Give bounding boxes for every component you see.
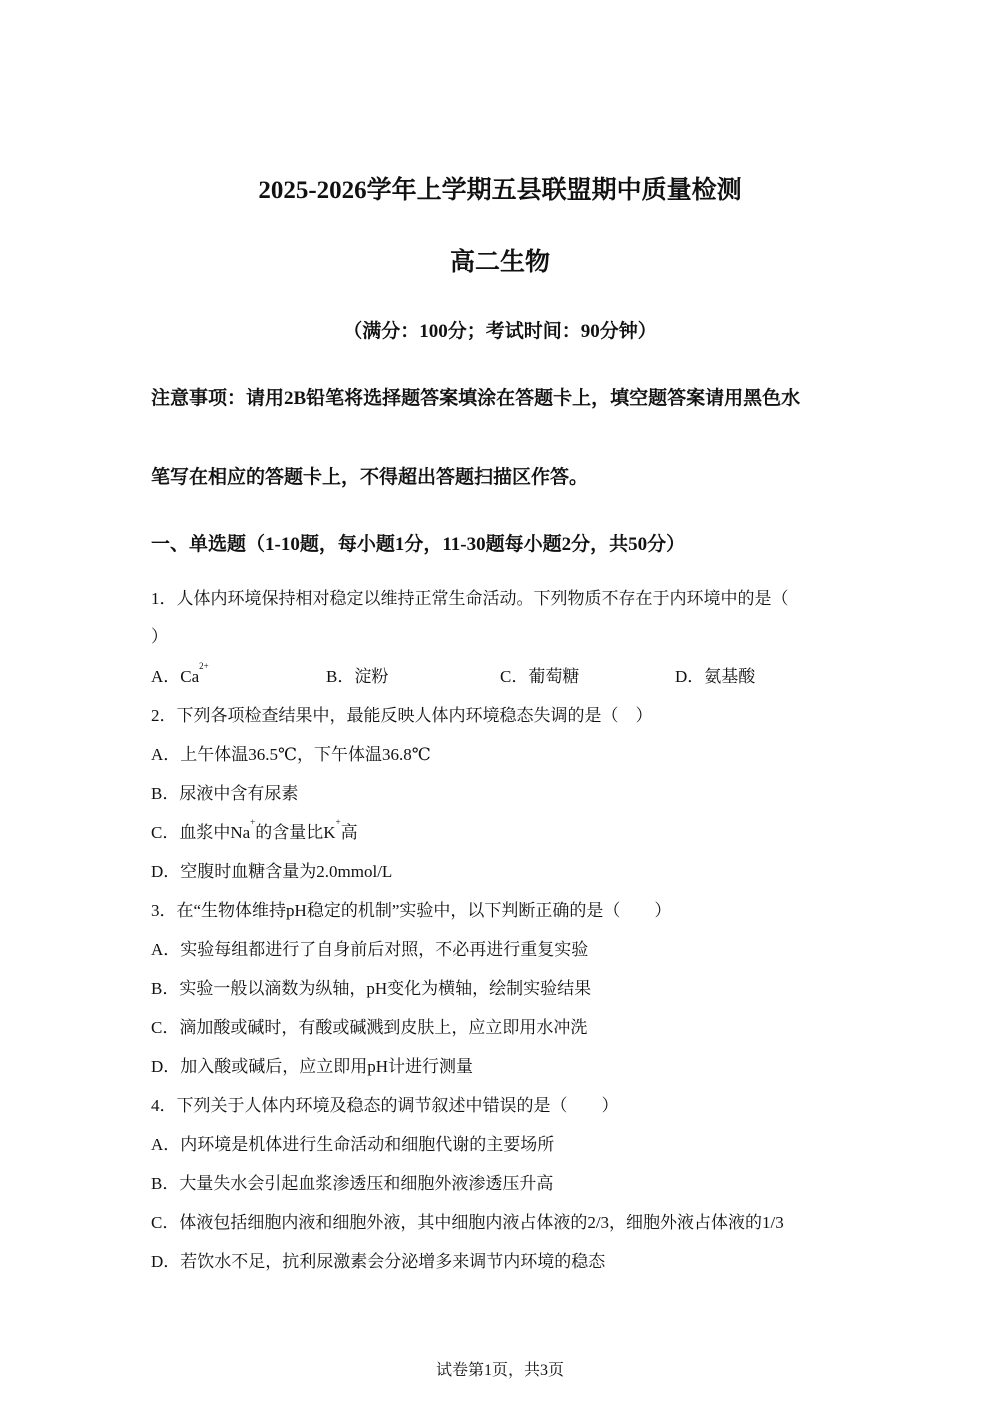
question-2-option-c (151, 818, 358, 843)
superscript: 2+ (199, 661, 209, 671)
superscript: + (250, 817, 256, 827)
question-2-stem: 2．下列各项检查结果中，最能反映人体内环境稳态失调的是（ ） (151, 706, 653, 725)
page-footer: 试卷第1页，共3页 (435, 1362, 564, 1379)
section-heading: 一、单选题（1-10题，每小题1分，11-30题每小题2分，共50分） (151, 534, 686, 555)
question-3-option-a: A．实验每组都进行了自身前后对照，不必再进行重复实验 (151, 940, 589, 959)
notice-line-1: 注意事项：请用2B铅笔将选择题答案填涂在答题卡上，填空题答案请用黑色水 (151, 388, 801, 409)
superscript: + (335, 817, 341, 827)
notice-line-2: 笔写在相应的答题卡上，不得超出答题扫描区作答。 (151, 467, 589, 488)
question-1-option-c: C．葡萄糖 (500, 667, 580, 686)
question-1-option-d: D．氨基酸 (675, 667, 756, 686)
question-4-option-b: B．大量失水会引起血浆渗透压和细胞外液渗透压升高 (151, 1174, 554, 1193)
question-2-option-d: D．空腹时血糖含量为2.0mmol/L (151, 862, 393, 881)
question-1-stem: 1．人体内环境保持相对稳定以维持正常生命活动。下列物质不存在于内环境中的是（ (151, 589, 789, 608)
question-3-option-b: B．实验一般以滴数为纵轴，pH变化为横轴，绘制实验结果 (151, 979, 592, 998)
question-4-option-c: C．体液包括细胞内液和细胞外液，其中细胞内液占体液的2/3，细胞外液占体液的1/3 (151, 1213, 784, 1232)
question-2-option-b: B．尿液中含有尿素 (151, 784, 299, 803)
question-2-option-a: A．上午体温36.5℃，下午体温36.8℃ (151, 745, 431, 764)
question-3-stem: 3．在“生物体维持pH稳定的机制”实验中，以下判断正确的是（ ） (151, 901, 672, 920)
subject-title: 高二生物 (449, 249, 550, 276)
option-c-suffix: 高 (340, 823, 358, 842)
option-c-mid: 的含量比K (255, 823, 336, 842)
question-1-stem-end: ） (151, 627, 168, 646)
option-a-text: A．Ca (151, 667, 200, 686)
question-4-option-d: D．若饮水不足，抗利尿激素会分泌增多来调节内环境的稳态 (151, 1252, 606, 1271)
option-c-prefix: C．血浆中Na (151, 823, 251, 842)
exam-meta: （满分：100分；考试时间：90分钟） (343, 321, 657, 342)
question-1-option-a (151, 662, 209, 687)
question-3-option-c: C．滴加酸或碱时，有酸或碱溅到皮肤上，应立即用水冲洗 (151, 1018, 588, 1037)
question-4-stem: 4．下列关于人体内环境及稳态的调节叙述中错误的是（ ） (151, 1096, 619, 1115)
question-4-option-a: A．内环境是机体进行生命活动和细胞代谢的主要场所 (151, 1135, 555, 1154)
exam-title: 2025-2026学年上学期五县联盟期中质量检测 (258, 177, 742, 204)
question-3-option-d: D．加入酸或碱后，应立即用pH计进行测量 (151, 1057, 474, 1076)
question-1-option-b: B．淀粉 (326, 667, 389, 686)
